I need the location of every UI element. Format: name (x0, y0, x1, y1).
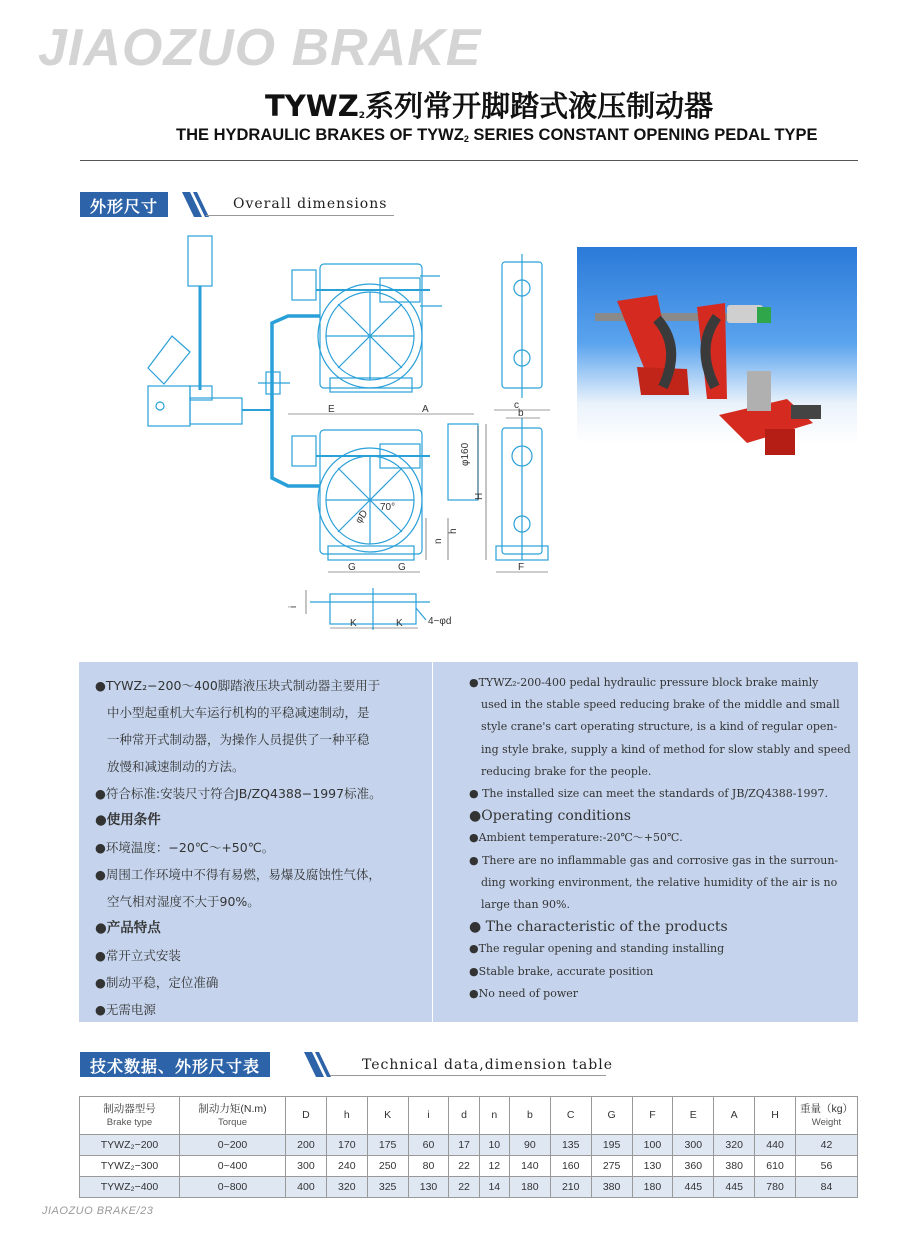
label-G1: G (348, 562, 356, 573)
label-angle: 70° (380, 502, 396, 513)
cell-E: 300 (673, 1135, 714, 1156)
cell-H: 780 (755, 1177, 796, 1198)
label-phiD: φD (353, 508, 371, 526)
cell-K: 250 (367, 1156, 408, 1177)
cn-intro-line-3: 一种常开式制动器，为操作人员提供了一种平稳 (107, 732, 370, 747)
cell-H: 610 (755, 1156, 796, 1177)
label-c: c (514, 400, 519, 411)
cell-torque: 0~200 (180, 1135, 286, 1156)
info-divider (432, 662, 433, 1022)
product-photo (577, 247, 857, 499)
en-intro-line-1: ●TYWZ₂-200-400 pedal hydraulic pressure block brake mainly (469, 676, 819, 689)
header-weight-en: Weight (811, 1116, 842, 1128)
info-column-en (469, 672, 851, 1005)
dimension-drawing (130, 228, 550, 638)
cell-b: 90 (509, 1135, 550, 1156)
title-en-prefix: THE HYDRAULIC BRAKES OF TYWZ (176, 126, 464, 144)
label-G2: G (398, 562, 406, 573)
cell-d: 22 (449, 1156, 479, 1177)
cn-feature-3: ●无需电源 (95, 1002, 156, 1017)
cn-heading-conditions: ●使用条件 (95, 812, 161, 828)
cell-E: 360 (673, 1156, 714, 1177)
cn-standard: ●符合标准:安装尺寸符合JB/ZQ4388−1997标准。 (95, 786, 382, 801)
header-G: G (591, 1097, 632, 1135)
cell-d: 17 (449, 1135, 479, 1156)
cn-intro-line-2: 中小型起重机大车运行机构的平稳减速制动，是 (107, 705, 370, 720)
cell-A: 380 (714, 1156, 755, 1177)
cn-intro-line-4: 放慢和减速制动的方法。 (107, 759, 245, 774)
label-A: A (422, 404, 429, 415)
en-intro-line-2: used in the stable speed reducing brake of the middle and small (481, 698, 840, 712)
en-standard: ● The installed size can meet the standards of JB/ZQ4388-1997. (469, 787, 828, 801)
cell-i: 80 (408, 1156, 449, 1177)
cell-h: 240 (326, 1156, 367, 1177)
en-intro-line-4: ing style brake, supply a kind of method for slow stably and speed (481, 742, 851, 756)
title-rule (80, 160, 858, 161)
label-n: n (433, 538, 444, 544)
en-condition-env-line-2: ding working environment, the relative humidity of the air is no (481, 875, 838, 889)
en-condition-env-line-1: ● There are no inflammable gas and corrosive gas in the surroun- (469, 853, 839, 867)
header-brake-type (80, 1097, 180, 1135)
cell-F: 180 (632, 1177, 673, 1198)
header-weight-cn: 重量（kg） (799, 1102, 854, 1115)
cell-A: 320 (714, 1135, 755, 1156)
cell-K: 325 (367, 1177, 408, 1198)
header-E: E (673, 1097, 714, 1135)
cell-n: 10 (479, 1135, 509, 1156)
cell-weight: 56 (796, 1156, 858, 1177)
cell-brake-type: TYWZ₂−400 (80, 1177, 180, 1198)
cell-torque: 0~800 (180, 1177, 286, 1198)
spec-table (79, 1096, 858, 1198)
cell-i: 130 (408, 1177, 449, 1198)
header-K: K (367, 1097, 408, 1135)
title-en-rest: SERIES CONSTANT OPENING PEDAL TYPE (468, 126, 818, 144)
section-slash-icon (182, 192, 214, 217)
table-row (80, 1156, 858, 1177)
en-feature-1: ●The regular opening and standing installing (469, 942, 725, 956)
header-b: b (509, 1097, 550, 1135)
cn-feature-1: ●常开立式安装 (95, 948, 181, 963)
brand-watermark: JIAOZUO BRAKE (38, 19, 482, 77)
cell-C: 160 (550, 1156, 591, 1177)
cell-E: 445 (673, 1177, 714, 1198)
section-tab-overall-dimensions: 外形尺寸 (80, 192, 168, 217)
section-tab-technical-data: 技术数据、外形尺寸表 (80, 1052, 270, 1077)
title-cn-prefix: TYWZ (265, 89, 359, 123)
header-n: n (479, 1097, 509, 1135)
cell-K: 175 (367, 1135, 408, 1156)
section-underline (206, 215, 394, 216)
cell-G: 275 (591, 1156, 632, 1177)
cn-heading-features: ●产品特点 (95, 920, 161, 936)
cn-condition-env-line-2: 空气相对湿度不大于90%。 (107, 894, 260, 909)
cell-brake-type: TYWZ₂−300 (80, 1156, 180, 1177)
brake-illustration (577, 247, 857, 499)
header-brake-type-en: Brake type (106, 1116, 153, 1128)
en-feature-3: ●No need of power (469, 986, 579, 1000)
label-H: H (474, 492, 485, 500)
header-H: H (755, 1097, 796, 1135)
cell-G: 195 (591, 1135, 632, 1156)
cell-C: 135 (550, 1135, 591, 1156)
cell-brake-type: TYWZ₂−200 (80, 1135, 180, 1156)
label-h: h (448, 528, 459, 534)
page-title-cn (265, 84, 713, 125)
cell-weight: 42 (796, 1135, 858, 1156)
en-intro-line-5: reducing brake for the people. (481, 764, 652, 778)
table-row (80, 1177, 858, 1198)
header-torque (180, 1097, 286, 1135)
cn-condition-env-line-1: ●周围工作环境中不得有易燃，易爆及腐蚀性气体， (95, 867, 381, 882)
label-i: i (288, 605, 299, 608)
cell-weight: 84 (796, 1177, 858, 1198)
title-en-subscript: 2 (463, 134, 469, 144)
title-cn-subscript: 2 (358, 111, 366, 121)
section-slash-icon (304, 1052, 336, 1077)
cell-D: 300 (286, 1156, 327, 1177)
info-column-cn (95, 672, 425, 1023)
en-heading-conditions: ●Operating conditions (469, 808, 631, 825)
cell-A: 445 (714, 1177, 755, 1198)
cell-D: 200 (286, 1135, 327, 1156)
en-feature-2: ●Stable brake, accurate position (469, 964, 654, 978)
cell-C: 210 (550, 1177, 591, 1198)
header-A: A (714, 1097, 755, 1135)
cell-i: 60 (408, 1135, 449, 1156)
cell-torque: 0~400 (180, 1156, 286, 1177)
section-underline (330, 1075, 606, 1076)
label-b: b (518, 408, 524, 419)
cell-n: 12 (479, 1156, 509, 1177)
header-h: h (326, 1097, 367, 1135)
cell-H: 440 (755, 1135, 796, 1156)
cell-b: 140 (509, 1156, 550, 1177)
header-F: F (632, 1097, 673, 1135)
table-header-row (80, 1097, 858, 1135)
header-D: D (286, 1097, 327, 1135)
cn-feature-2: ●制动平稳，定位准确 (95, 975, 219, 990)
cell-G: 380 (591, 1177, 632, 1198)
table-row (80, 1135, 858, 1156)
en-condition-temperature: ●Ambient temperature:-20℃～+50℃. (469, 831, 683, 845)
cn-intro-line-1: ●TYWZ₂−200～400脚踏液压块式制动器主要用于 (95, 678, 381, 693)
label-hole: 4−φd (428, 616, 452, 627)
page-title-en (176, 126, 818, 145)
label-K1: K (350, 618, 357, 629)
page-footer: JIAOZUO BRAKE/23 (42, 1205, 154, 1217)
header-torque-en: Torque (217, 1116, 248, 1128)
cell-n: 14 (479, 1177, 509, 1198)
cell-b: 180 (509, 1177, 550, 1198)
header-brake-type-cn: 制动器型号 (103, 1102, 156, 1115)
header-weight (796, 1097, 858, 1135)
en-condition-env-line-3: large than 90%. (481, 898, 570, 912)
cell-F: 130 (632, 1156, 673, 1177)
en-intro-line-3: style crane's cart operating structure, is a kind of regular open- (481, 720, 838, 734)
cn-condition-temperature: ●环境温度：−20℃～+50℃。 (95, 840, 275, 855)
info-panel (79, 662, 858, 1022)
cell-d: 22 (449, 1177, 479, 1198)
header-C: C (550, 1097, 591, 1135)
section-title-overall-dimensions: Overall dimensions (233, 196, 388, 212)
cell-h: 170 (326, 1135, 367, 1156)
label-phi160: φ160 (460, 442, 471, 466)
section-title-technical-data: Technical data,dimension table (362, 1057, 614, 1073)
label-K2: K (396, 618, 403, 629)
en-heading-features: ● The characteristic of the products (469, 919, 728, 936)
cell-h: 320 (326, 1177, 367, 1198)
cell-D: 400 (286, 1177, 327, 1198)
label-E: E (328, 404, 335, 415)
title-cn-rest: 系列常开脚踏式液压制动器 (365, 89, 714, 123)
cell-F: 100 (632, 1135, 673, 1156)
label-F: F (518, 562, 525, 573)
header-d: d (449, 1097, 479, 1135)
header-i: i (408, 1097, 449, 1135)
header-torque-cn: 制动力矩(N.m) (198, 1102, 267, 1115)
